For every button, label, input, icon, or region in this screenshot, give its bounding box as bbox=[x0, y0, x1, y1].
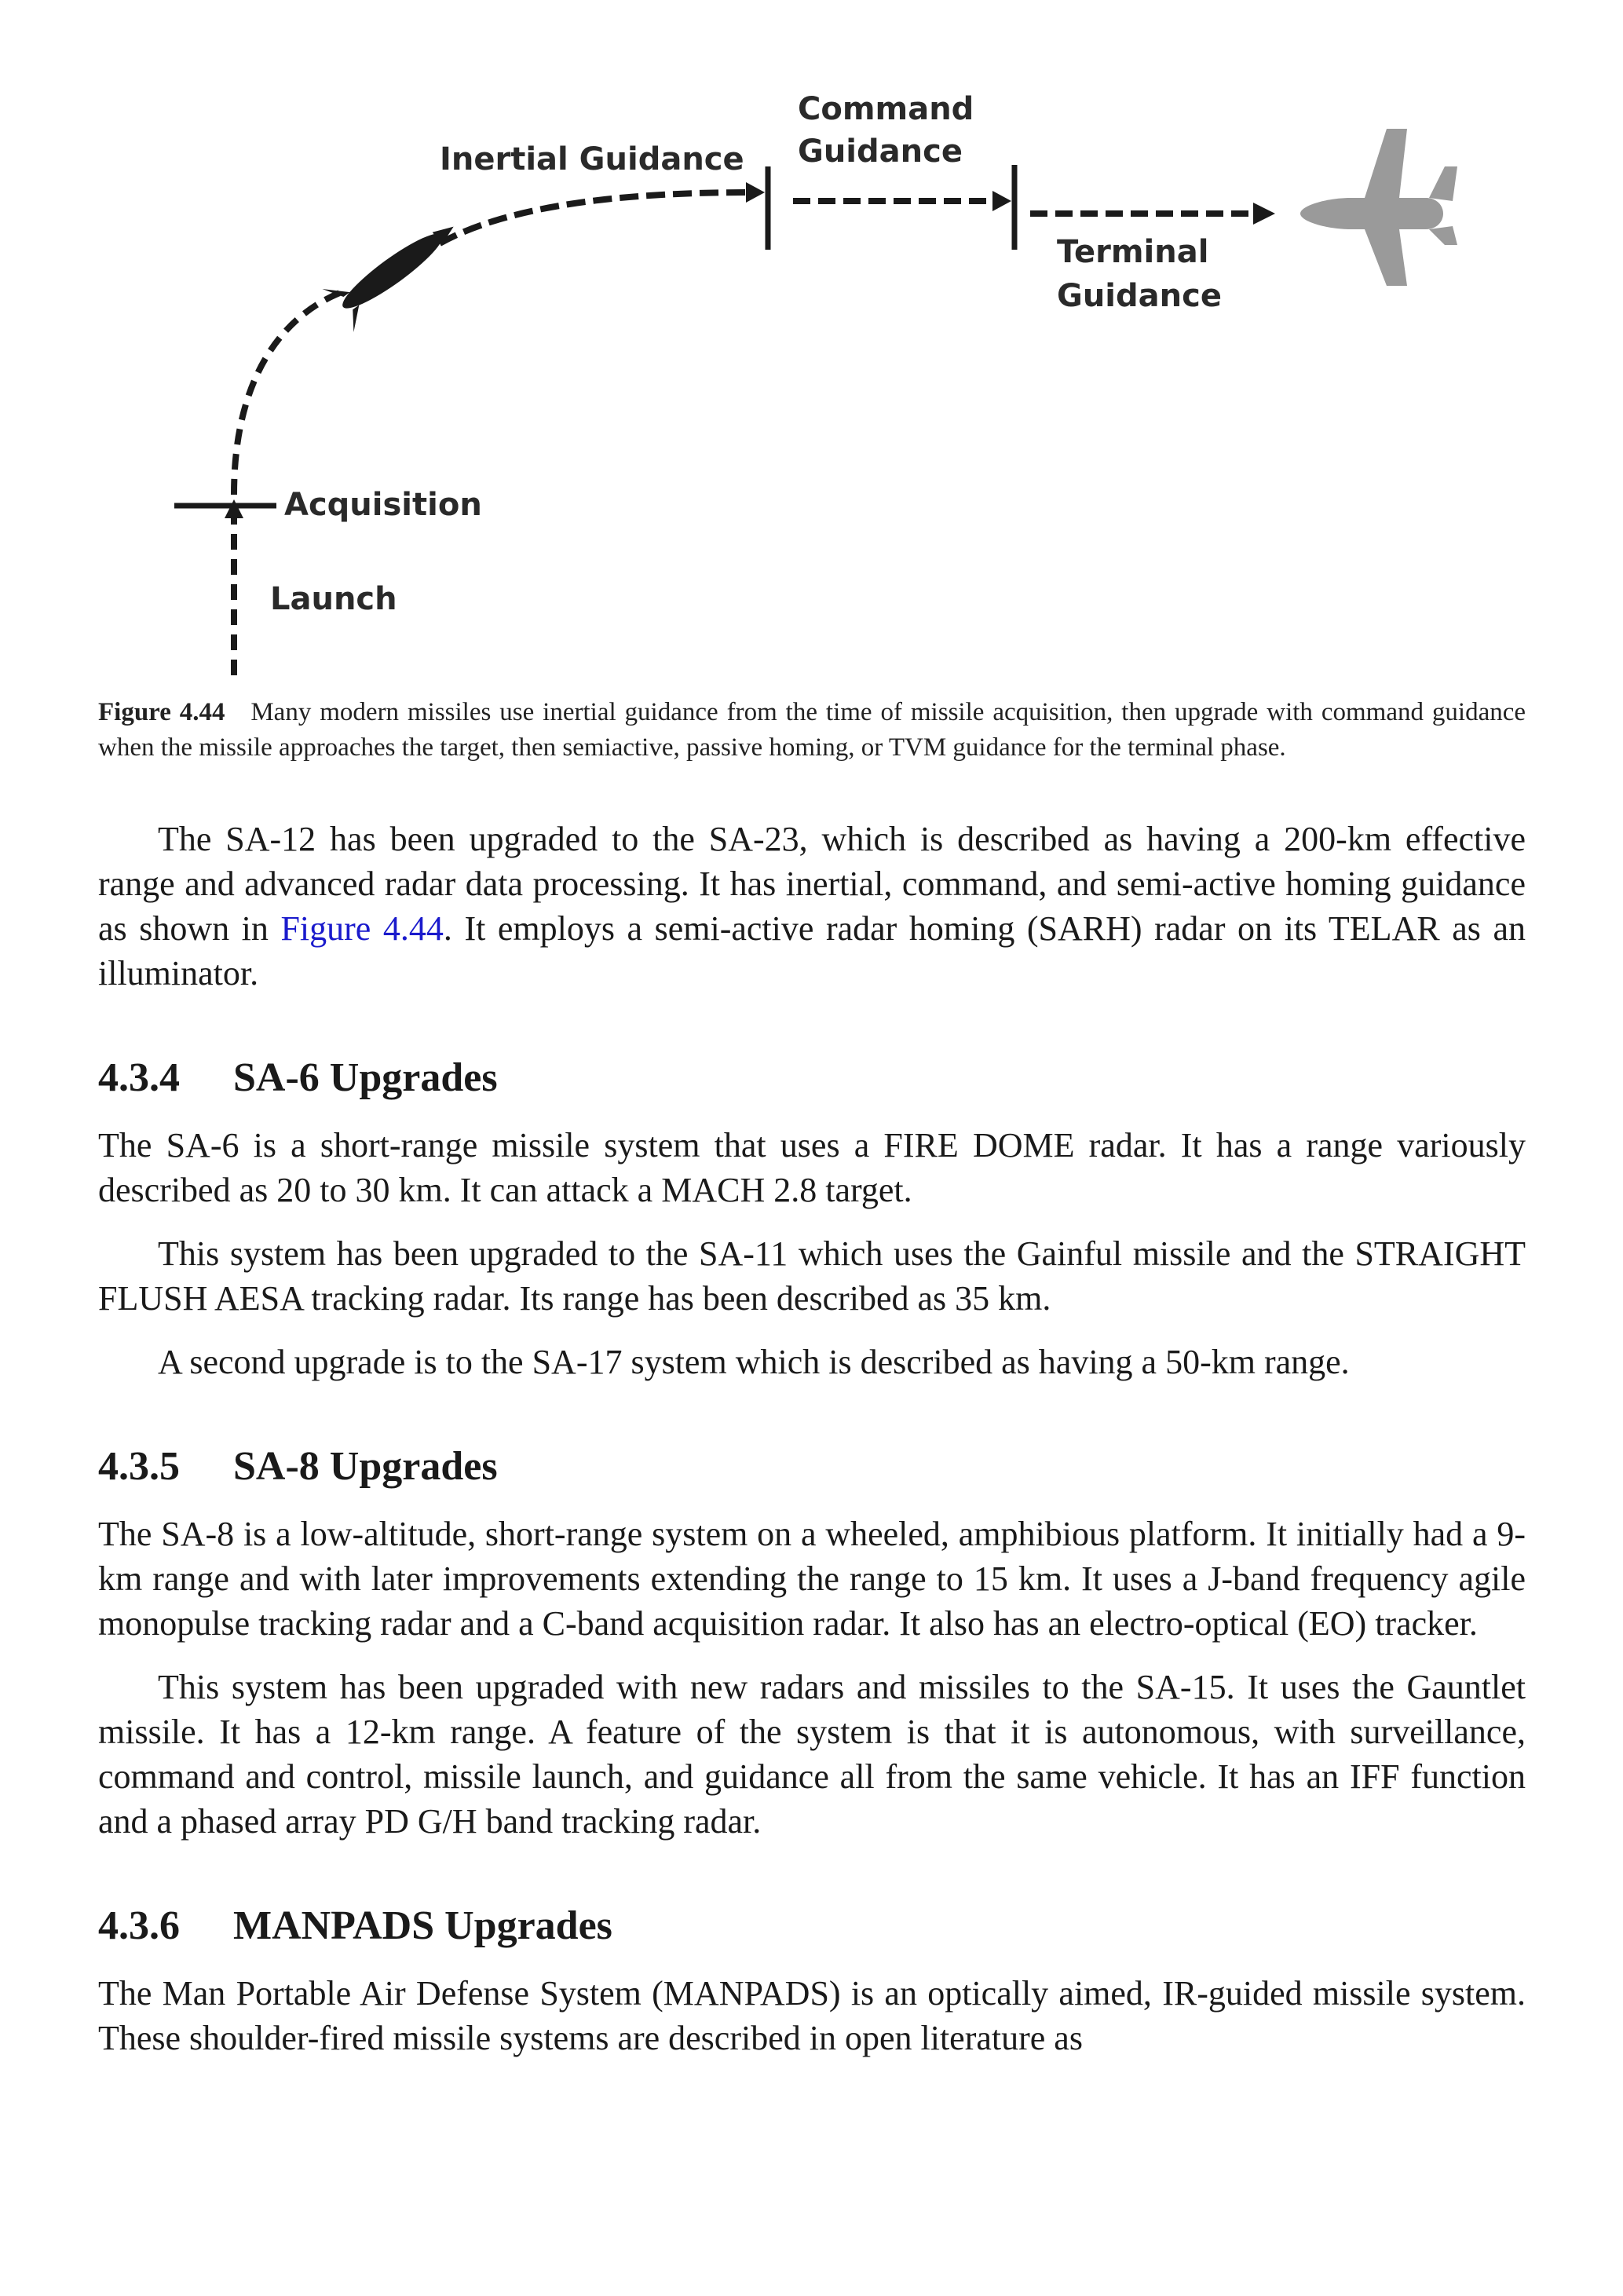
inertial-arrowhead bbox=[746, 182, 765, 203]
paragraph: A second upgrade is to the SA-17 system which is described as having a 50-km range. bbox=[158, 1343, 1350, 1381]
section-number: 4.3.4 bbox=[98, 1055, 180, 1100]
figure-caption bbox=[98, 695, 1526, 766]
label-launch: Launch bbox=[270, 581, 397, 617]
caption-label: Figure 4.44 bbox=[98, 698, 225, 726]
section-number: 4.3.5 bbox=[98, 1444, 180, 1489]
command-arrowhead bbox=[992, 191, 1011, 211]
section-title: SA-8 Upgrades bbox=[233, 1444, 498, 1489]
label-command-guidance: Guidance bbox=[798, 133, 963, 170]
paragraph: This system has been upgraded with new radars and missiles to the SA-15. It uses the Gauntlet missile. It has a 12-km range. A feature of the system is that it is autonomous, with surveillance, command and control, missile launch, and guidance all from the same vehicle. It has an IFF function and a phased array PD G/H band tracking radar. bbox=[98, 1668, 1526, 1841]
body-text bbox=[98, 817, 1526, 2079]
figure-4-44-link[interactable]: Figure 4.44 bbox=[280, 909, 444, 948]
label-terminal-guidance: Guidance bbox=[1057, 278, 1222, 314]
missile-icon bbox=[322, 205, 469, 332]
paragraph: The SA-6 is a short-range missile system that uses a FIRE DOME radar. It has a range variously described as 20 to 30 km. It can attack a MACH 2.8 target. bbox=[98, 1126, 1526, 1209]
aircraft-icon bbox=[1300, 129, 1457, 286]
label-command: Command bbox=[798, 91, 974, 127]
section-title: SA-6 Upgrades bbox=[233, 1055, 498, 1100]
paragraph: The SA-8 is a low-altitude, short-range system on a wheeled, amphibious platform. It initially had a 9-km range and with later improvements extending the range to 15 km. It uses a J-band frequency agile monopulse tracking radar and a C-band acquisition radar. It also has an electro-optical (EO) tracker. bbox=[98, 1515, 1526, 1643]
paragraph-text: The SA-12 has been upgraded to the SA-23, which is described as having a 200-km effective range and advanced radar data processing. It has inertial, command, and semi-active homing guidance as shown in bbox=[98, 820, 1526, 948]
section-heading-4-3-4 bbox=[98, 1052, 1526, 1104]
figure-4-44-diagram bbox=[0, 0, 1623, 691]
launch-arrowhead bbox=[225, 499, 243, 518]
section-heading-4-3-5 bbox=[98, 1441, 1526, 1493]
label-acquisition: Acquisition bbox=[284, 487, 482, 523]
label-terminal: Terminal bbox=[1057, 234, 1209, 270]
caption-text: Many modern missiles use inertial guidance from the time of missile acquisition, then upgrade with command guidance when the missile approaches the target, then semiactive, passive homing, or TVM guidance for the terminal phase. bbox=[98, 698, 1526, 762]
label-inertial-guidance: Inertial Guidance bbox=[440, 141, 744, 177]
paragraph-sa12 bbox=[98, 817, 1526, 996]
paragraph: This system has been upgraded to the SA-11 which uses the Gainful missile and the STRAIGHT FLUSH AESA tracking radar. Its range has been described as 35 km. bbox=[98, 1234, 1526, 1318]
section-heading-4-3-6 bbox=[98, 1900, 1526, 1952]
terminal-arrowhead bbox=[1253, 203, 1275, 225]
paragraph-text: . It employs a semi-active radar homing (SARH) radar on its TELAR as an illuminator. bbox=[98, 909, 1526, 993]
section-title: MANPADS Upgrades bbox=[233, 1903, 612, 1948]
guidance-phases-diagram bbox=[0, 0, 1623, 691]
inertial-guidance-path bbox=[234, 291, 345, 495]
inertial-guidance-path-upper bbox=[440, 192, 750, 243]
section-number: 4.3.6 bbox=[98, 1903, 180, 1948]
paragraph: The Man Portable Air Defense System (MANPADS) is an optically aimed, IR-guided missile system. These shoulder-fired missile systems are described in open literature as bbox=[98, 1974, 1526, 2057]
